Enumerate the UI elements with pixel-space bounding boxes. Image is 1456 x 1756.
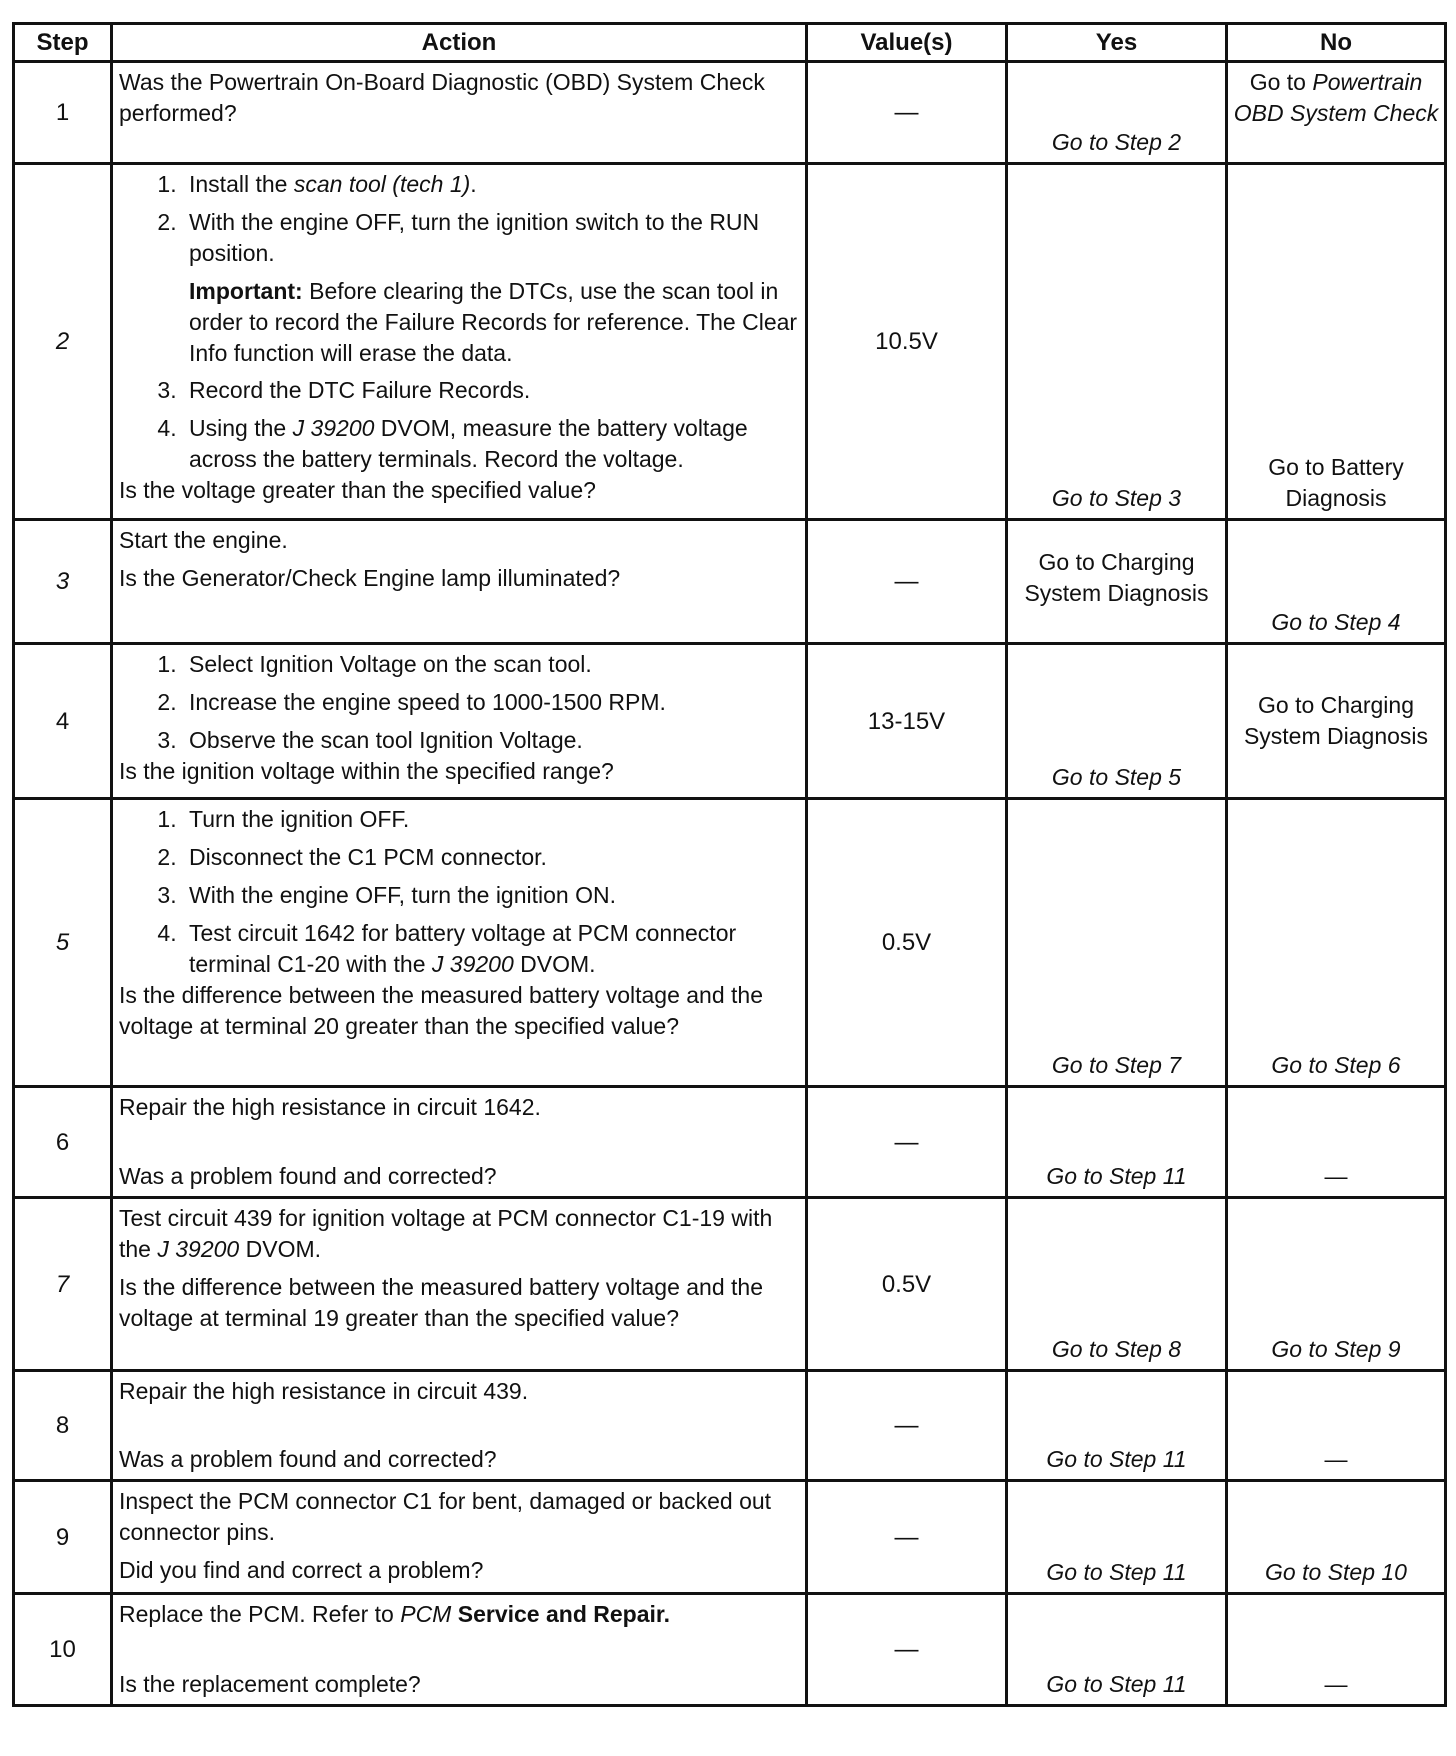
no-cell — [1227, 62, 1446, 164]
value-cell: 0.5V — [807, 1198, 1007, 1371]
yes-link[interactable]: Go to Charging System Diagnosis — [1024, 549, 1209, 606]
procedure-list — [119, 649, 801, 756]
table-row-step-2 — [14, 164, 1446, 520]
value-cell: — — [807, 1371, 1007, 1481]
yes-link[interactable]: Go to Step 2 — [1051, 129, 1182, 155]
no-cell — [1227, 1198, 1446, 1371]
procedure-step: 2. With the engine OFF, turn the ignition switch to the RUN position. — [183, 207, 801, 269]
step-number: 9 — [14, 1481, 112, 1594]
yes-cell — [1007, 1198, 1227, 1371]
action-question: Was the Powertrain On-Board Diagnostic (OBD) System Check performed? — [119, 69, 765, 126]
value-cell: — — [807, 1481, 1007, 1594]
action-cell — [112, 799, 807, 1087]
action-question: Is the Generator/Check Engine lamp illuminated? — [119, 565, 621, 591]
procedure-step: 4. Test circuit 1642 for battery voltage at PCM connector terminal C1-20 with the J 39200 DVOM. — [183, 918, 801, 980]
procedure-list — [119, 375, 801, 475]
step-number: 1 — [14, 62, 112, 164]
yes-cell — [1007, 1594, 1227, 1706]
table-row-step-7 — [14, 1198, 1446, 1371]
no-cell — [1227, 1594, 1446, 1706]
yes-link[interactable]: Go to Step 3 — [1051, 485, 1182, 511]
action-line: Replace the PCM. Refer to PCM Service and Repair. — [119, 1601, 670, 1627]
table-row-step-9 — [14, 1481, 1446, 1594]
action-question: Is the difference between the measured battery voltage and the voltage at terminal 19 greater than the specified value? — [119, 1274, 763, 1331]
step-number: 10 — [14, 1594, 112, 1706]
procedure-step: 3. Observe the scan tool Ignition Voltage. — [183, 725, 801, 756]
action-line: Start the engine. — [119, 527, 288, 553]
procedure-step: 4. Using the J 39200 DVOM, measure the battery voltage across the battery terminals. Record the voltage. — [183, 413, 801, 475]
value-cell: — — [807, 62, 1007, 164]
procedure-step: 2. Disconnect the C1 PCM connector. — [183, 842, 801, 873]
no-link[interactable]: Go to Step 9 — [1271, 1336, 1401, 1362]
action-question: Is the difference between the measured battery voltage and the voltage at terminal 20 greater than the specified value? — [119, 982, 763, 1039]
header-no: No — [1227, 24, 1446, 62]
step-number: 2 — [14, 164, 112, 520]
action-cell — [112, 520, 807, 644]
action-cell — [112, 1198, 807, 1371]
table-row-step-1 — [14, 62, 1446, 164]
action-cell — [112, 644, 807, 799]
yes-cell — [1007, 164, 1227, 520]
value-cell: — — [807, 520, 1007, 644]
action-question: Did you find and correct a problem? — [119, 1557, 484, 1583]
action-cell — [112, 62, 807, 164]
header-action: Action — [112, 24, 807, 62]
table-row-step-3 — [14, 520, 1446, 644]
action-cell — [112, 1087, 807, 1198]
action-line: Repair the high resistance in circuit 1642. — [119, 1094, 541, 1120]
no-link-prefix: Go to — [1249, 69, 1313, 95]
procedure-step: 2. Increase the engine speed to 1000-1500 RPM. — [183, 687, 801, 718]
procedure-step: 3. With the engine OFF, turn the ignition ON. — [183, 880, 801, 911]
action-cell — [112, 1371, 807, 1481]
no-value: — — [1324, 1671, 1348, 1697]
table-row-step-10 — [14, 1594, 1446, 1706]
step-number: 7 — [14, 1198, 112, 1371]
no-cell — [1227, 520, 1446, 644]
action-line: Inspect the PCM connector C1 for bent, damaged or backed out connector pins. — [119, 1488, 772, 1545]
yes-cell — [1007, 520, 1227, 644]
value-cell: 13-15V — [807, 644, 1007, 799]
procedure-step: 1. Turn the ignition OFF. — [183, 804, 801, 835]
no-link[interactable]: Go to Step 6 — [1271, 1052, 1401, 1078]
procedure-step: 1. Install the scan tool (tech 1). — [183, 169, 801, 200]
procedure-list — [119, 169, 801, 269]
table-row-step-6 — [14, 1087, 1446, 1198]
important-label: Important: — [189, 278, 303, 304]
value-cell: 0.5V — [807, 799, 1007, 1087]
yes-link[interactable]: Go to Step 7 — [1051, 1052, 1182, 1078]
no-link[interactable] — [1228, 67, 1444, 129]
table-row-step-5 — [14, 799, 1446, 1087]
yes-cell — [1007, 1371, 1227, 1481]
yes-link[interactable]: Go to Step 11 — [1046, 1163, 1187, 1189]
action-question: Is the replacement complete? — [119, 1671, 421, 1697]
yes-link[interactable]: Go to Step 8 — [1051, 1336, 1182, 1362]
step-number: 6 — [14, 1087, 112, 1198]
value-cell: — — [807, 1087, 1007, 1198]
table-row-step-4 — [14, 644, 1446, 799]
no-cell — [1227, 1371, 1446, 1481]
procedure-step: 1. Select Ignition Voltage on the scan tool. — [183, 649, 801, 680]
no-cell — [1227, 1087, 1446, 1198]
value-cell: 10.5V — [807, 164, 1007, 520]
action-line: Test circuit 439 for ignition voltage at PCM connector C1-19 with the J 39200 DVOM. — [119, 1205, 773, 1262]
important-note: Important: Before clearing the DTCs, use the scan tool in order to record the Failure Records for reference. The Clear Info function will erase the data. — [189, 278, 798, 366]
action-question: Is the ignition voltage within the specified range? — [119, 758, 614, 784]
no-link[interactable]: Go to Battery Diagnosis — [1268, 454, 1404, 511]
yes-link[interactable]: Go to Step 11 — [1046, 1559, 1187, 1585]
yes-link[interactable]: Go to Step 11 — [1046, 1446, 1187, 1472]
no-link-target: Powertrain OBD System Check — [1233, 69, 1439, 126]
action-cell — [112, 1481, 807, 1594]
no-link[interactable]: Go to Step 4 — [1271, 609, 1401, 635]
yes-cell — [1007, 1087, 1227, 1198]
no-cell — [1227, 799, 1446, 1087]
step-number: 4 — [14, 644, 112, 799]
yes-cell — [1007, 799, 1227, 1087]
table-row-step-8 — [14, 1371, 1446, 1481]
no-link[interactable]: Go to Charging System Diagnosis — [1243, 692, 1429, 749]
action-line: Repair the high resistance in circuit 439. — [119, 1378, 529, 1404]
action-cell — [112, 164, 807, 520]
no-value: — — [1324, 1446, 1348, 1472]
header-yes: Yes — [1007, 24, 1227, 62]
step-number: 5 — [14, 799, 112, 1087]
action-cell — [112, 1594, 807, 1706]
no-value: — — [1324, 1163, 1348, 1189]
yes-link[interactable]: Go to Step 5 — [1051, 764, 1182, 790]
step-number: 3 — [14, 520, 112, 644]
header-values: Value(s) — [807, 24, 1007, 62]
action-question: Was a problem found and corrected? — [119, 1163, 497, 1189]
yes-link[interactable]: Go to Step 11 — [1046, 1671, 1187, 1697]
no-cell — [1227, 644, 1446, 799]
action-question: Is the voltage greater than the specified value? — [119, 477, 596, 503]
header-step: Step — [14, 24, 112, 62]
procedure-list — [119, 804, 801, 980]
no-link[interactable]: Go to Step 10 — [1265, 1559, 1407, 1585]
no-cell — [1227, 164, 1446, 520]
no-cell — [1227, 1481, 1446, 1594]
step-number: 8 — [14, 1371, 112, 1481]
yes-cell — [1007, 644, 1227, 799]
procedure-step: 3. Record the DTC Failure Records. — [183, 375, 801, 406]
yes-cell — [1007, 62, 1227, 164]
yes-cell — [1007, 1481, 1227, 1594]
value-cell: — — [807, 1594, 1007, 1706]
header-row — [14, 24, 1446, 62]
diagnostic-table-sheet — [12, 22, 1444, 1707]
diagnostic-table — [12, 22, 1447, 1707]
action-question: Was a problem found and corrected? — [119, 1446, 497, 1472]
